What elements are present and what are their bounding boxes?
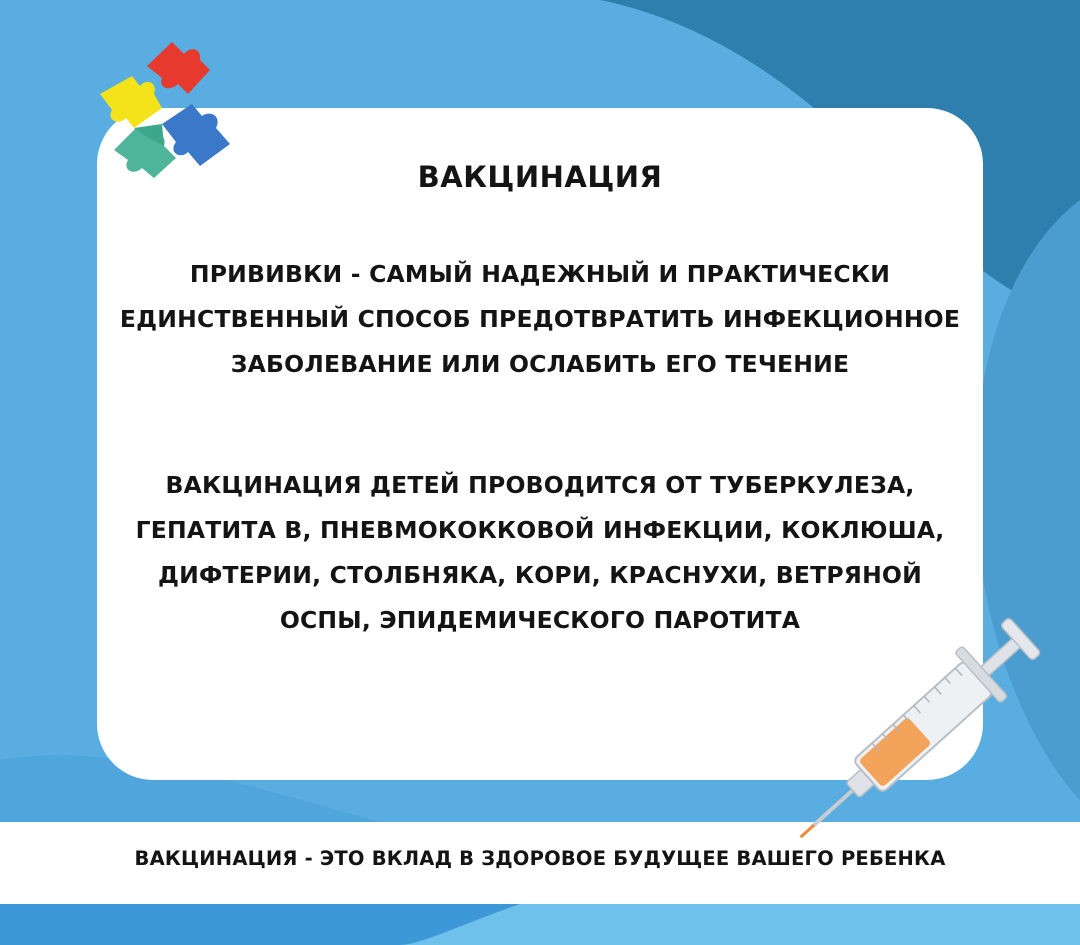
- paragraph-diseases: ВАКЦИНАЦИЯ ДЕТЕЙ ПРОВОДИТСЯ ОТ ТУБЕРКУЛЕЗА, ГЕПАТИТА В, ПНЕВМОКОККОВОЙ ИНФЕКЦИИ, КОКЛЮША, ДИФТЕРИИ, СТОЛБНЯКА, КОРИ, КРАСНУХИ, ВЕТРЯНОЙ ОСПЫ, ЭПИДЕМИЧЕСКОГО ПАРОТИТА: [135, 471, 945, 634]
- puzzle-pieces-icon: [92, 28, 238, 190]
- paragraph-vaccines: ПРИВИВКИ - САМЫЙ НАДЕЖНЫЙ И ПРАКТИЧЕСКИ ЕДИНСТВЕННЫЙ СПОСОБ ПРЕДОТВРАТИТЬ ИНФЕКЦИОННОЕ ЗАБОЛЕВАНИЕ ИЛИ ОСЛАБИТЬ ЕГО ТЕЧЕНИЕ: [119, 260, 961, 378]
- footer-slogan: ВАКЦИНАЦИЯ - ЭТО ВКЛАД В ЗДОРОВОЕ БУДУЩЕЕ ВАШЕГО РЕБЕНКА: [134, 847, 946, 870]
- syringe-icon: [790, 596, 1058, 856]
- page-title: ВАКЦИНАЦИЯ: [417, 160, 663, 194]
